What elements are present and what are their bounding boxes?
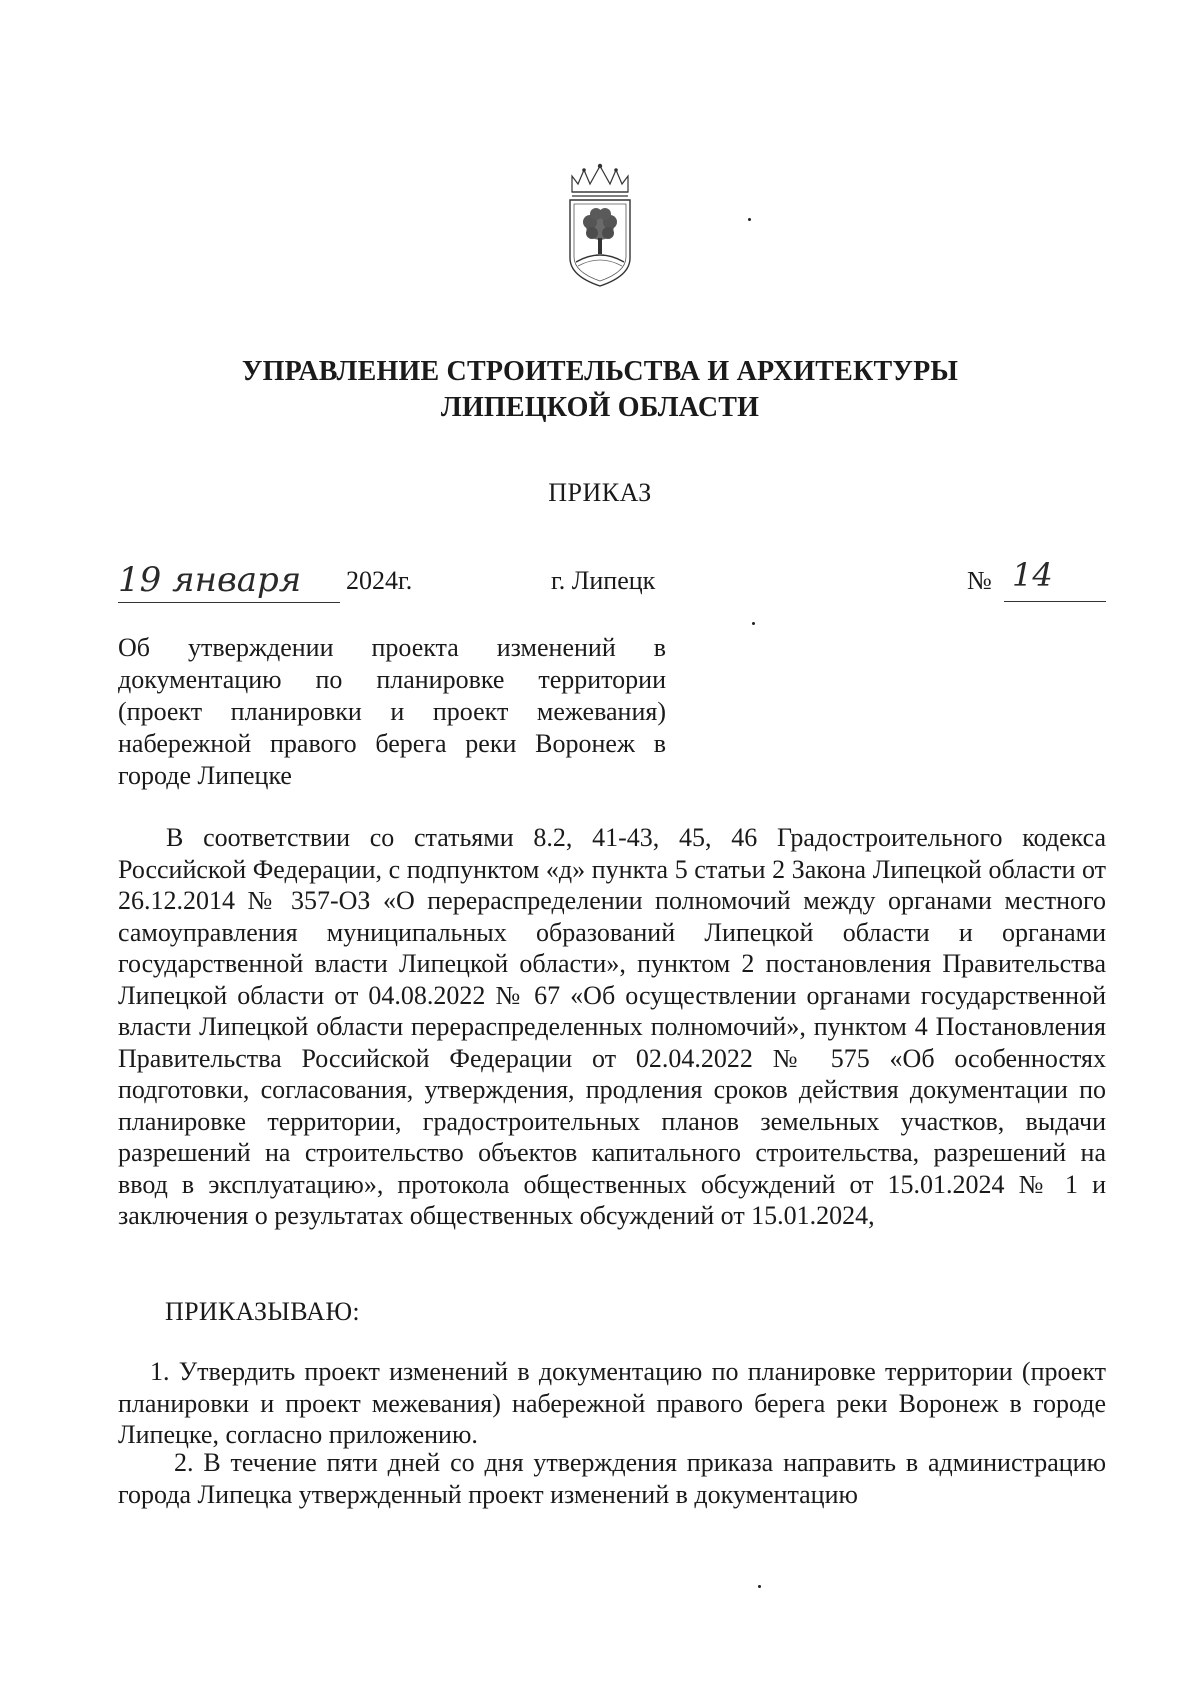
date-underline: [118, 602, 340, 603]
number-label: №: [967, 566, 992, 595]
number-underline: [1004, 601, 1106, 602]
document-type: ПРИКАЗ: [548, 478, 652, 507]
document-year: 2024г.: [346, 566, 413, 595]
handwritten-date: 19 января: [118, 560, 302, 600]
scan-speck: [748, 218, 751, 221]
subject-last-line: городе Липецке: [118, 761, 292, 790]
agency-title-line1: УПРАВЛЕНИЕ СТРОИТЕЛЬСТВА И АРХИТЕКТУРЫ: [241, 356, 959, 387]
coat-of-arms-icon: [566, 162, 634, 290]
agency-title-line2: ЛИПЕЦКОЙ ОБЛАСТИ: [440, 392, 760, 423]
order-heading: ПРИКАЗЫВАЮ:: [165, 1297, 360, 1326]
scan-speck: [758, 1585, 761, 1588]
order-item-1: 1. Утвердить проект изменений в документацию по планировке территории (проект планировки и проект межевания) набережной правого берега реки Воронеж в городе Липецке, согласно приложению.: [118, 1357, 1106, 1449]
subject-text: Об утверждении проекта изменений в документацию по планировке территории (проект планировки и проект межевания) набережной правого берега реки Воронеж в: [118, 633, 666, 758]
handwritten-number: 14: [1012, 556, 1053, 594]
scan-speck: [752, 622, 755, 625]
preamble-paragraph: В соответствии со статьями 8.2, 41-43, 45, 46 Градостроительного кодекса Российской Федерации, с подпунктом «д» пункта 5 статьи 2 Закона Липецкой области от 26.12.2014 № 357-ОЗ «О перераспределении полномочий между органами местного самоуправления муниципальных образований Липецкой области и органами государственной власти Липецкой области», пунктом 2 постановления Правительства Липецкой области от 04.08.2022 № 67 «Об осуществлении органами государственной власти Липецкой области перераспределенных полномочий», пунктом 4 Постановления Правительства Российской Федерации от 02.04.2022 № 575 «Об особенностях подготовки, согласования, утверждения, продления сроков действия документации по планировке территории, градостроительных планов земельных участков, выдачи разрешений на строительство объектов капитального строительства, разрешений на ввод в эксплуатацию», протокола общественных обсуждений от 15.01.2024 № 1 и заключения о результатах общественных обсуждений от 15.01.2024,: [118, 823, 1106, 1230]
document-city: г. Липецк: [551, 566, 656, 595]
subject-block: [118, 632, 666, 792]
order-item-2: 2. В течение пяти дней со дня утверждения приказа направить в администрацию города Липецка утвержденный проект изменений в документацию: [118, 1448, 1106, 1509]
